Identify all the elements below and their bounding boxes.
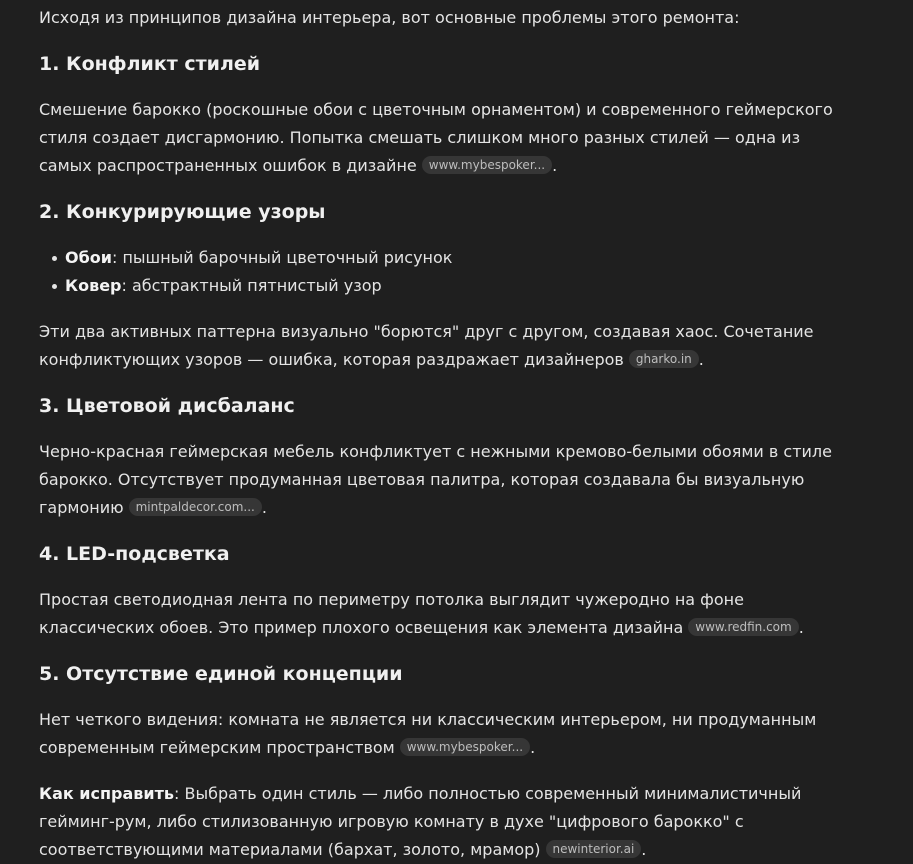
source-chip-mintpaldecor[interactable]: mintpaldecor.com... bbox=[129, 498, 262, 516]
source-chip-mybespoker[interactable]: www.mybespoker... bbox=[400, 738, 530, 756]
fix-text: : Выбрать один стиль — либо полностью современный минималистичный гейминг-рум, либо стилизованную игровую комнату в духе "цифрового барокко" с соответствующими материалами (бархат, золото, мрамор) bbox=[39, 784, 802, 859]
section-5-heading: 5. Отсутствие единой концепции bbox=[39, 663, 403, 685]
section-4-heading: 4. LED-подсветка bbox=[39, 543, 230, 565]
section-3-paragraph: Черно-красная геймерская мебель конфликтует с нежными кремово-белыми обоями в стиле барокко. Отсутствует продуманная цветовая палитра, которая создавала бы визуальную гармонию mintpaldecor.com... . bbox=[39, 442, 832, 517]
patterns-list bbox=[39, 244, 839, 300]
source-chip-gharko[interactable]: gharko.in bbox=[629, 350, 699, 368]
section-2-paragraph: Эти два активных паттерна визуально "борются" друг с другом, создавая хаос. Сочетание конфликтующих узоров — ошибка, которая раздражает дизайнеров gharko.in . bbox=[39, 322, 814, 369]
intro-text: Исходя из принципов дизайна интерьера, вот основные проблемы этого ремонта: bbox=[39, 8, 740, 27]
section-5-paragraph: Нет четкого видения: комната не является ни классическим интерьером, ни продуманным современным геймерским пространством www.mybespoker... . bbox=[39, 710, 817, 757]
chat-response bbox=[39, 0, 839, 864]
section-5-text: Нет четкого видения: комната не является ни классическим интерьером, ни продуманным современным геймерским пространством bbox=[39, 710, 817, 757]
section-3-text: Черно-красная геймерская мебель конфликтует с нежными кремово-белыми обоями в стиле барокко. Отсутствует продуманная цветовая палитра, которая создавала бы визуальную гармонию bbox=[39, 442, 832, 517]
list-item bbox=[65, 244, 839, 272]
source-chip-newinterior[interactable]: newinterior.ai bbox=[546, 840, 642, 858]
section-3-heading: 3. Цветовой дисбаланс bbox=[39, 395, 295, 417]
list-item-term: Обои bbox=[65, 248, 112, 267]
section-1-paragraph: Смешение барокко (роскошные обои с цветочным орнаментом) и современного геймерского стиля создает дисгармонию. Попытка смешать слишком много разных стилей — одна из самых распространенных ошибок в дизайне www.mybespoker... . bbox=[39, 100, 833, 175]
list-item-text: : пышный барочный цветочный рисунок bbox=[111, 248, 453, 267]
fix-paragraph: Как исправить: Выбрать один стиль — либо полностью современный минималистичный гейминг-рум, либо стилизованную игровую комнату в духе "цифрового барокко" с соответствующими материалами (бархат, золото, мрамор) newinterior.ai . bbox=[39, 784, 802, 859]
section-2-heading: 2. Конкурирующие узоры bbox=[39, 201, 326, 223]
list-item-text: : абстрактный пятнистый узор bbox=[121, 276, 382, 295]
section-2-text: Эти два активных паттерна визуально "борются" друг с другом, создавая хаос. Сочетание конфликтующих узоров — ошибка, которая раздражает дизайнеров bbox=[39, 322, 814, 369]
source-chip-mybespoker[interactable]: www.mybespoker... bbox=[422, 156, 552, 174]
fix-label: Как исправить bbox=[39, 784, 175, 803]
list-item bbox=[65, 272, 839, 300]
section-1-text: Смешение барокко (роскошные обои с цветочным орнаментом) и современного геймерского стиля создает дисгармонию. Попытка смешать слишком много разных стилей — одна из самых распространенных ошибок в дизайне bbox=[39, 100, 833, 175]
source-chip-redfin[interactable]: www.redfin.com bbox=[688, 618, 798, 636]
section-4-text: Простая светодиодная лента по периметру потолка выглядит чужеродно на фоне классических обоев. Это пример плохого освещения как элемента дизайна bbox=[39, 590, 744, 637]
list-item-term: Ковер bbox=[65, 276, 122, 295]
section-4-paragraph: Простая светодиодная лента по периметру потолка выглядит чужеродно на фоне классических обоев. Это пример плохого освещения как элемента дизайна www.redfin.com . bbox=[39, 590, 804, 637]
section-1-heading: 1. Конфликт стилей bbox=[39, 53, 261, 75]
